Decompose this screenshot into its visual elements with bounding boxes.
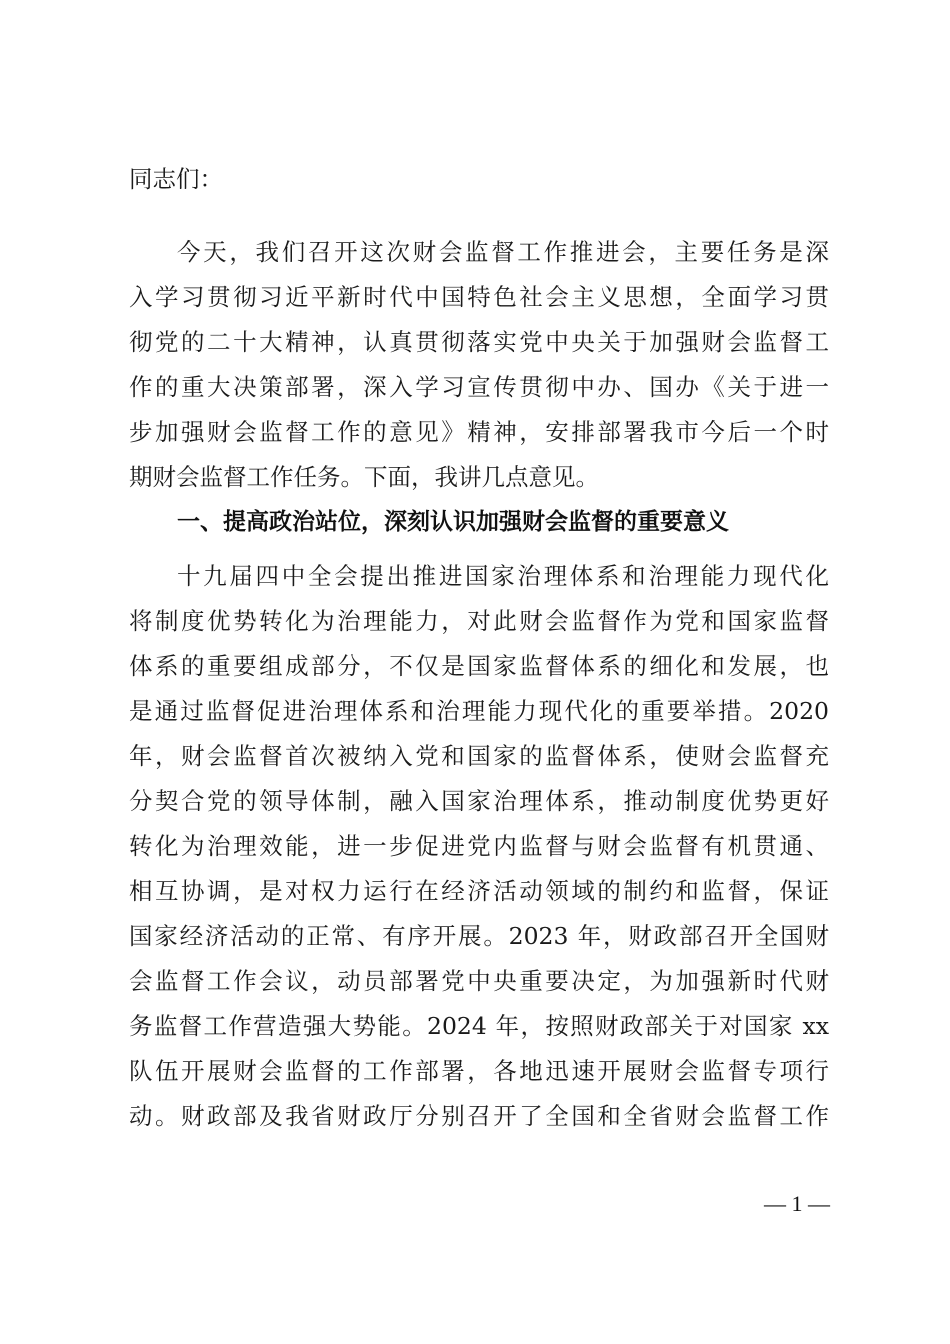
section-paragraph-line: 年，财会监督首次被纳入党和国家的监督体系，使财会监督充 (129, 742, 829, 770)
section-paragraph-line: 将制度优势转化为治理能力，对此财会监督作为党和国家监督 (129, 607, 829, 635)
section-paragraph-line: 队伍开展财会监督的工作部署，各地迅速开展财会监督专项行 (129, 1057, 829, 1085)
section-heading: 一、提高政治站位，深刻认识加强财会监督的重要意义 (177, 509, 729, 535)
section-paragraph-line: 相互协调，是对权力运行在经济活动领域的制约和监督，保证 (129, 877, 829, 905)
salutation: 同志们： (129, 165, 223, 193)
section-paragraph-line: 体系的重要组成部分，不仅是国家监督体系的细化和发展，也 (129, 652, 829, 680)
section-paragraph-line: 国家经济活动的正常、有序开展。2023 年，财政部召开全国财 (129, 922, 829, 950)
intro-paragraph-line: 入学习贯彻习近平新时代中国特色社会主义思想，全面学习贯 (129, 283, 829, 311)
section-paragraph-line: 动。财政部及我省财政厅分别召开了全国和全省财会监督工作 (129, 1102, 829, 1130)
page-number: — 1 — (764, 1191, 830, 1216)
intro-paragraph-line: 作的重大决策部署，深入学习宣传贯彻中办、国办《关于进一 (129, 373, 829, 401)
section-paragraph-line: 分契合党的领导体制，融入国家治理体系，推动制度优势更好 (129, 787, 829, 815)
intro-paragraph-line: 今天，我们召开这次财会监督工作推进会，主要任务是深 (177, 238, 829, 266)
section-paragraph-line: 十九届四中全会提出推进国家治理体系和治理能力现代化 (177, 562, 829, 590)
section-paragraph-line: 转化为治理效能，进一步促进党内监督与财会监督有机贯通、 (129, 832, 829, 860)
intro-paragraph-line: 步加强财会监督工作的意见》精神，安排部署我市今后一个时 (129, 418, 829, 446)
section-paragraph-line: 是通过监督促进治理体系和治理能力现代化的重要举措。2020 (129, 697, 829, 725)
section-paragraph-line: 会监督工作会议，动员部署党中央重要决定，为加强新时代财 (129, 967, 829, 995)
intro-paragraph-line: 彻党的二十大精神，认真贯彻落实党中央关于加强财会监督工 (129, 328, 829, 356)
intro-paragraph-line: 期财会监督工作任务。下面，我讲几点意见。 (129, 463, 599, 491)
section-paragraph-line: 务监督工作营造强大势能。2024 年，按照财政部关于对国家 xx (129, 1012, 829, 1040)
